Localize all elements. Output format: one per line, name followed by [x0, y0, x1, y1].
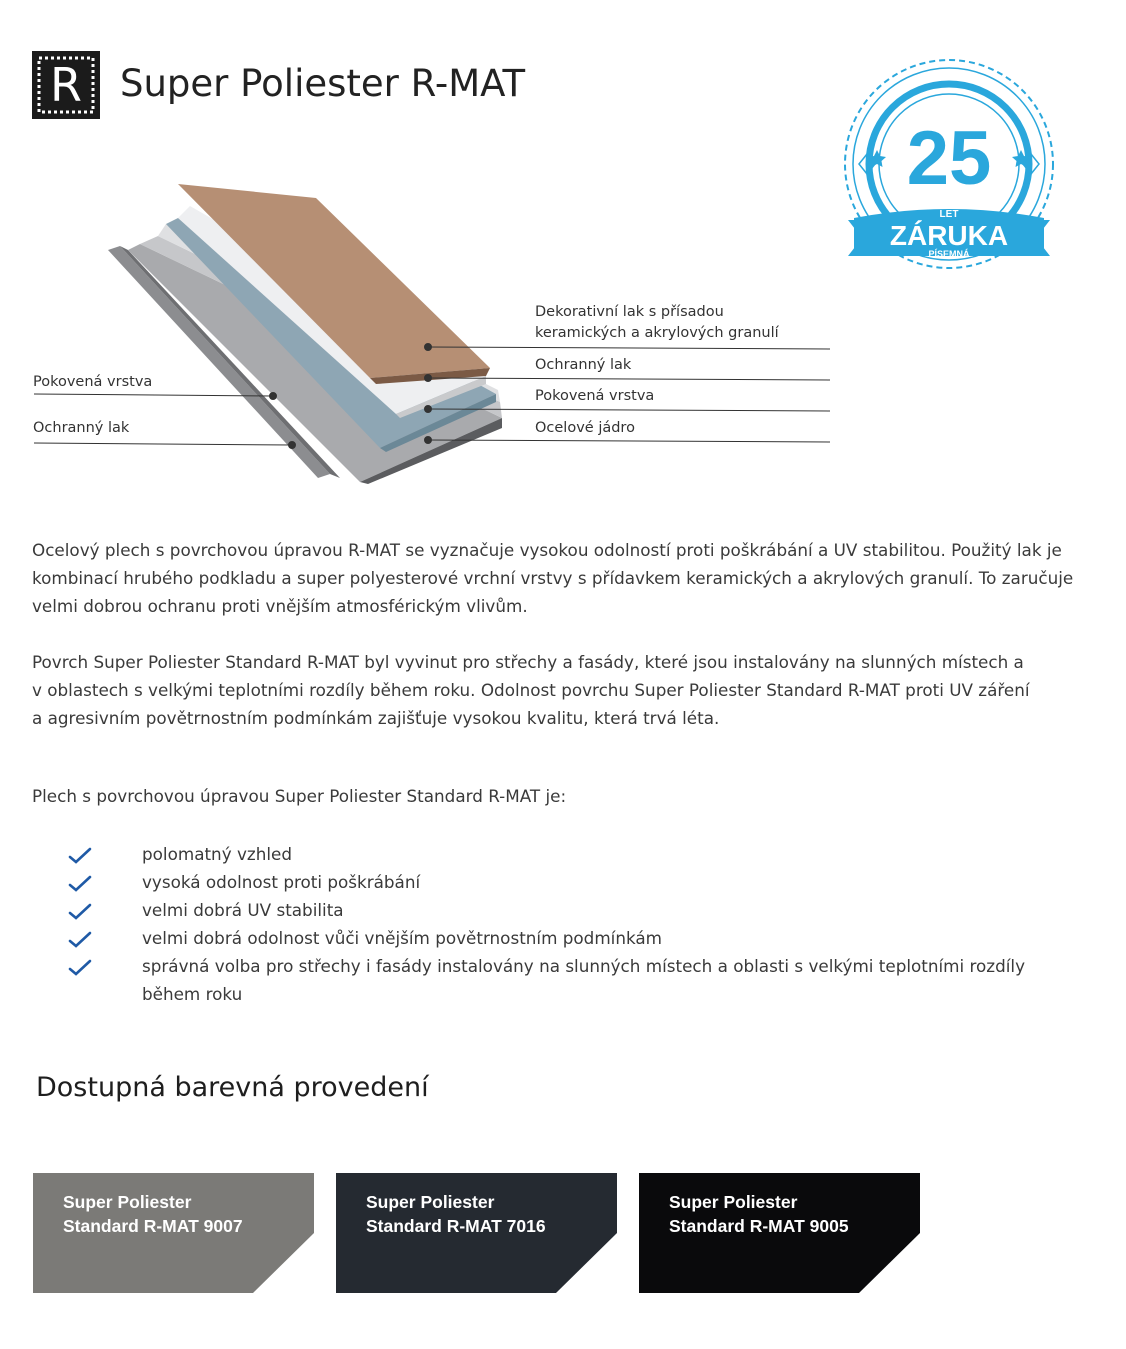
callout-decorative-line2: keramických a akrylových granulí — [535, 325, 779, 341]
list-item — [68, 952, 1068, 1008]
list-item — [68, 896, 1068, 924]
paragraph-line: a agresivním povětrnostním podmínkám zajišťuje vysokou kvalitu, která trvá léta. — [32, 708, 720, 728]
swatch-label — [669, 1190, 849, 1238]
callout-decorative — [535, 302, 779, 344]
description-paragraph-2 — [32, 648, 1092, 732]
feature-text: vysoká odolnost proti poškrábání — [142, 872, 421, 892]
feature-text: velmi dobrá UV stabilita — [142, 900, 344, 920]
brand-logo — [32, 51, 100, 119]
page-title: Super Poliester R-MAT — [120, 62, 526, 105]
feature-list — [68, 840, 1068, 1008]
callout-protective: Ochranný lak — [535, 357, 632, 373]
feature-text: velmi dobrá odolnost vůči vnějším povětrnostním podmínkám — [142, 928, 663, 948]
callout-decorative-line1: Dekorativní lak s přísadou — [535, 304, 724, 320]
check-icon — [68, 874, 92, 894]
features-intro: Plech s povrchovou úpravou Super Poliester Standard R-MAT je: — [32, 786, 567, 806]
swatch-label-line1: Super Poliester — [669, 1192, 798, 1212]
swatch-label-line2: Standard R-MAT 7016 — [366, 1216, 546, 1236]
paragraph-line: kombinací hrubého podkladu a super polyesterové vrchní vrstvy s přídavkem keramických a akrylových granulí. To zaručuje — [32, 568, 1074, 588]
swatch-label-line2: Standard R-MAT 9005 — [669, 1216, 849, 1236]
description-paragraph-1 — [32, 536, 1092, 620]
check-icon — [68, 846, 92, 866]
feature-text: správná volba pro střechy i fasády instalovány na slunných místech a oblasti s velkými teplotními rozdíly — [142, 956, 1026, 976]
check-icon — [68, 930, 92, 950]
badge-number: 25 — [906, 116, 992, 201]
check-icon — [68, 902, 92, 922]
paragraph-line: v oblastech s velkými teplotními rozdíly během roku. Odolnost povrchu Super Poliester Standard R-MAT proti UV záření — [32, 680, 1030, 700]
paragraph-line: velmi dobrou ochranu proti vnějším atmosférickým vlivům. — [32, 596, 528, 616]
color-swatch-9007 — [33, 1173, 314, 1293]
badge-let: LET — [939, 209, 959, 220]
badge-pisemna: PÍSEMNÁ — [928, 249, 970, 259]
swatch-label-line2: Standard R-MAT 9007 — [63, 1216, 243, 1236]
badge-zaruka: ZÁRUKA — [889, 220, 1009, 251]
color-swatch-7016 — [336, 1173, 617, 1293]
feature-text: během roku — [142, 984, 243, 1004]
feature-text: polomatný vzhled — [142, 844, 292, 864]
list-item — [68, 840, 1068, 868]
list-item — [68, 868, 1068, 896]
swatch-label — [366, 1190, 546, 1238]
list-item — [68, 924, 1068, 952]
check-icon — [68, 958, 92, 978]
swatch-label-line1: Super Poliester — [366, 1192, 495, 1212]
callout-steel-core: Ocelové jádro — [535, 420, 635, 436]
color-swatch-9005 — [639, 1173, 920, 1293]
logo-letter: R — [50, 58, 82, 112]
warranty-badge-icon — [836, 52, 1062, 278]
callout-metal: Pokovená vrstva — [535, 388, 655, 404]
swatch-label — [63, 1190, 243, 1238]
swatch-label-line1: Super Poliester — [63, 1192, 192, 1212]
paragraph-line: Povrch Super Poliester Standard R-MAT byl vyvinut pro střechy a fasády, které jsou instalovány na slunných místech a — [32, 652, 1024, 672]
colors-title: Dostupná barevná provedení — [36, 1072, 429, 1103]
callout-left-protective: Ochranný lak — [33, 420, 130, 436]
paragraph-line: Ocelový plech s povrchovou úpravou R-MAT se vyznačuje vysokou odolností proti poškrábání a UV stabilitou. Použitý lak je — [32, 540, 1062, 560]
callout-left-metal: Pokovená vrstva — [33, 374, 153, 390]
